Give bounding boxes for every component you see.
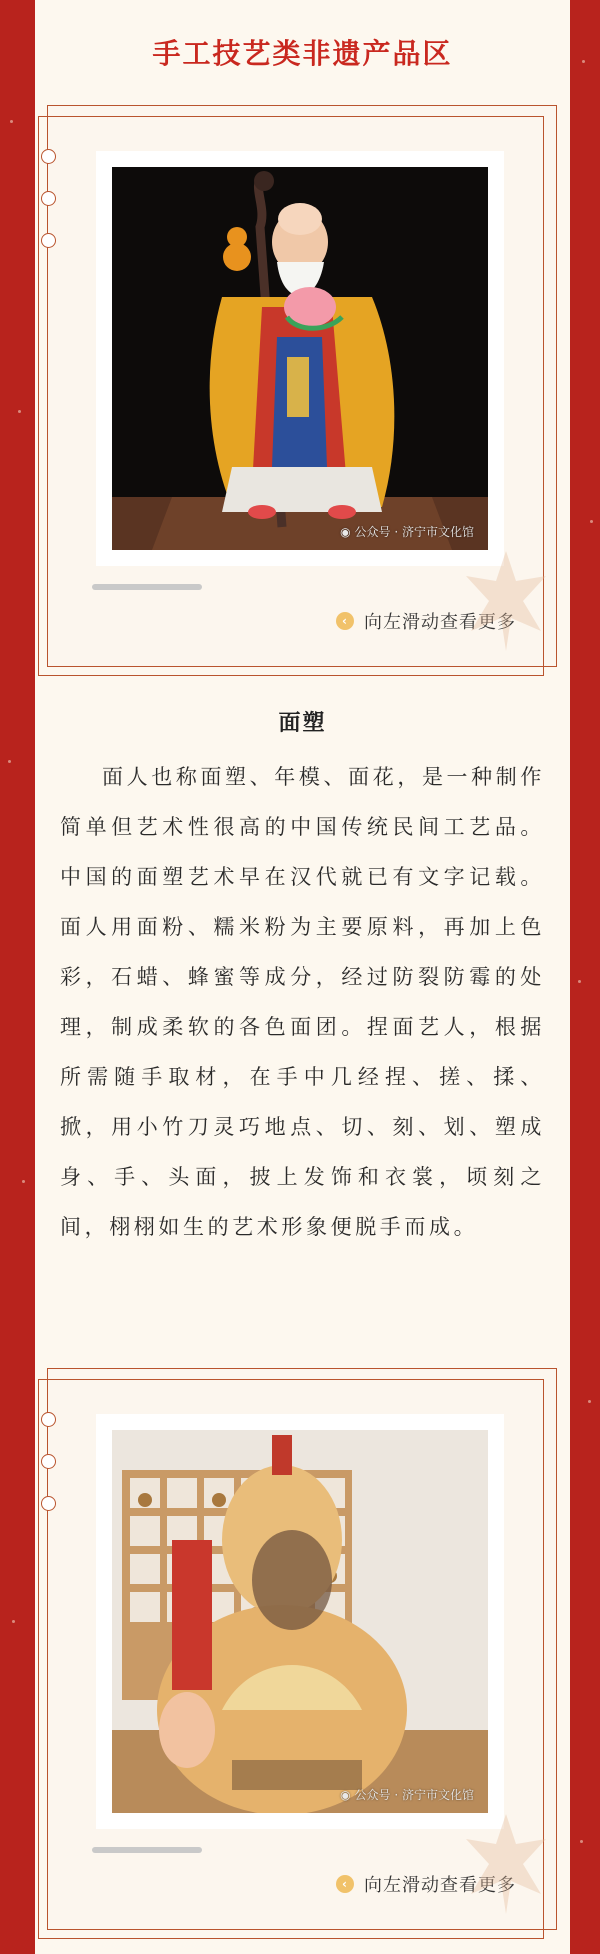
section-heading: 面塑: [278, 711, 327, 736]
swipe-hint-label: 向左滑动查看更多: [364, 1875, 516, 1896]
binder-ring-icon: [41, 1412, 56, 1427]
photo-watermark: ◉ 公众号 · 济宁市文化馆: [340, 1787, 474, 1802]
dough-figurine-photo: [112, 167, 488, 550]
swipe-hint-label: 向左滑动查看更多: [364, 612, 516, 633]
wechat-icon: ◉: [340, 524, 351, 539]
maple-leaf-icon: [461, 1809, 551, 1919]
article-body: 面人也称面塑、年模、面花，是一种制作简单但艺术性很高的中国传统民间工艺品。中国的面塑艺术早在汉代就已有文字记载。面人用面粉、糯米粉为主要原料，再加上色彩，石蜡、蜂蜜等成分，经过防裂防霉的处理，制成柔软的各色面团。捏面艺人，根据所需随手取材，在手中几经捏、搓、揉、掀，用小竹刀灵巧地点、切、刻、划、塑成身、手、头面，披上发饰和衣裳，顷刻之间，栩栩如生的艺术形象便脱手而成。: [60, 765, 545, 1239]
carousel-photo-frame[interactable]: [96, 1414, 504, 1829]
binder-ring-icon: [41, 1496, 56, 1511]
binder-ring-icon: [41, 1454, 56, 1469]
binder-ring-icon: [41, 149, 56, 164]
binder-ring-icon: [41, 191, 56, 206]
page-title: 手工技艺类非遗产品区: [152, 37, 453, 70]
image-carousel-card-2[interactable]: [47, 1368, 557, 1930]
chevron-left-icon: ‹: [336, 1875, 354, 1893]
binder-ring-icon: [41, 233, 56, 248]
article-page: [35, 0, 570, 1954]
carousel-photo-frame[interactable]: [96, 151, 504, 566]
carousel-scrollbar[interactable]: [92, 584, 202, 590]
maple-leaf-icon: [461, 546, 551, 656]
wechat-icon: ◉: [340, 1787, 351, 1802]
chevron-left-icon: ‹: [336, 612, 354, 630]
photo-watermark: ◉ 公众号 · 济宁市文化馆: [340, 524, 474, 539]
carved-gourd-photo: [112, 1430, 488, 1813]
image-carousel-card-1[interactable]: [47, 105, 557, 667]
carousel-scrollbar[interactable]: [92, 1847, 202, 1853]
